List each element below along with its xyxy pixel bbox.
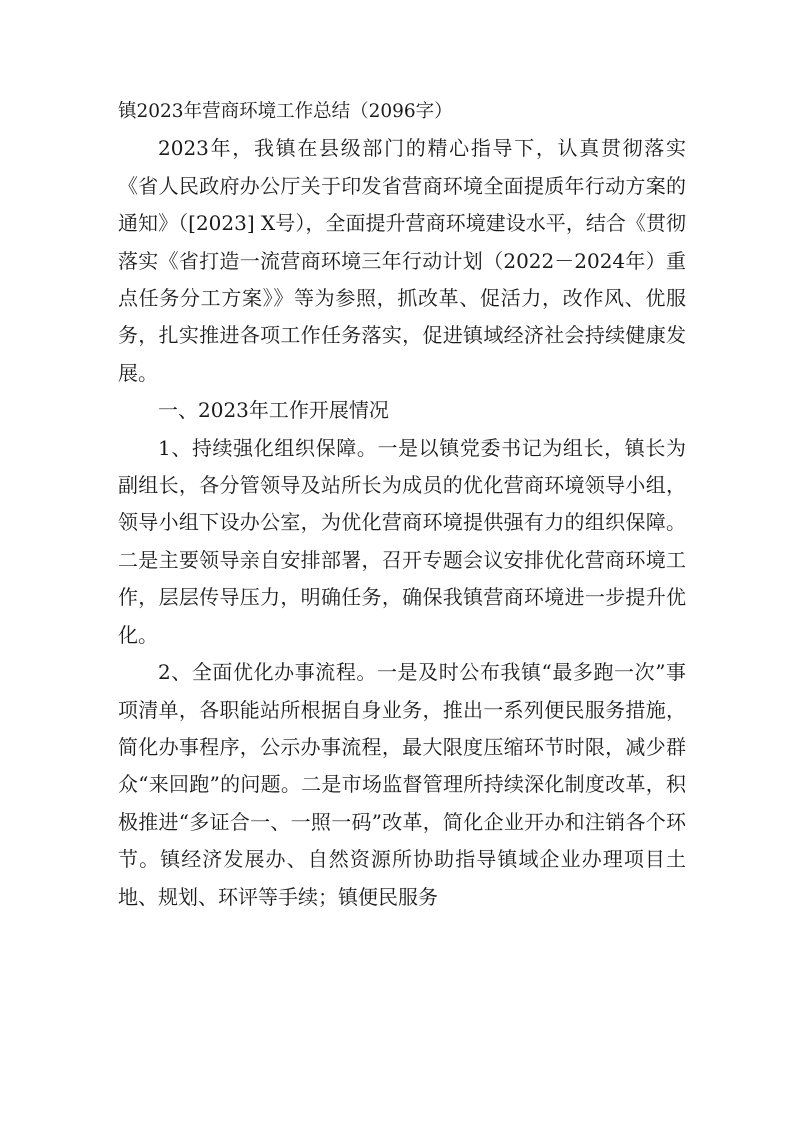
process-paragraph: 2、全面优化办事流程。一是及时公布我镇“最多跑一次”事项清单，各职能站所根据自身业务，推出一系列便民服务措施，简化办事程序，公示办事流程，最大限度压缩环节时限，减少群众“来回跑”的问题。二是市场监督管理所持续深化制度改革，积极推进“多证合一、一照一码”改革，简化企业开办和注销各个环节。镇经济发展办、自然资源所协助指导镇域企业办理项目土地、规划、环评等手续；镇便民服务 — [118, 660, 686, 909]
intro-paragraph: 2023年，我镇在县级部门的精心指导下，认真贯彻落实《省人民政府办公厅关于印发省营商环境全面提质年行动方案的通知》（[2023] X号），全面提升营商环境建设水平，结合《贯彻落实《省打造一流营商环境三年行动计划（2022－2024年）重点任务分工方案》》等为参照，抓改革、促活力，改作风、优服务，扎实推进各项工作任务落实，促进镇域经济社会持续健康发展。 — [118, 136, 686, 385]
document-title: 镇2023年营商环境工作总结（2096字） — [118, 101, 453, 122]
section-heading: 一、2023年工作开展情况 — [158, 398, 389, 423]
organization-paragraph: 1、持续强化组织保障。一是以镇党委书记为组长，镇长为副组长，各分管领导及站所长为成员的优化营商环境领导小组，领导小组下设办公室，为优化营商环境提供强有力的组织保障。二是主要领导亲自安排部署，召开专题会议安排优化营商环境工作，层层传导压力，明确任务，确保我镇营商环境进一步提升优化。 — [118, 435, 686, 647]
document-page — [118, 93, 686, 916]
